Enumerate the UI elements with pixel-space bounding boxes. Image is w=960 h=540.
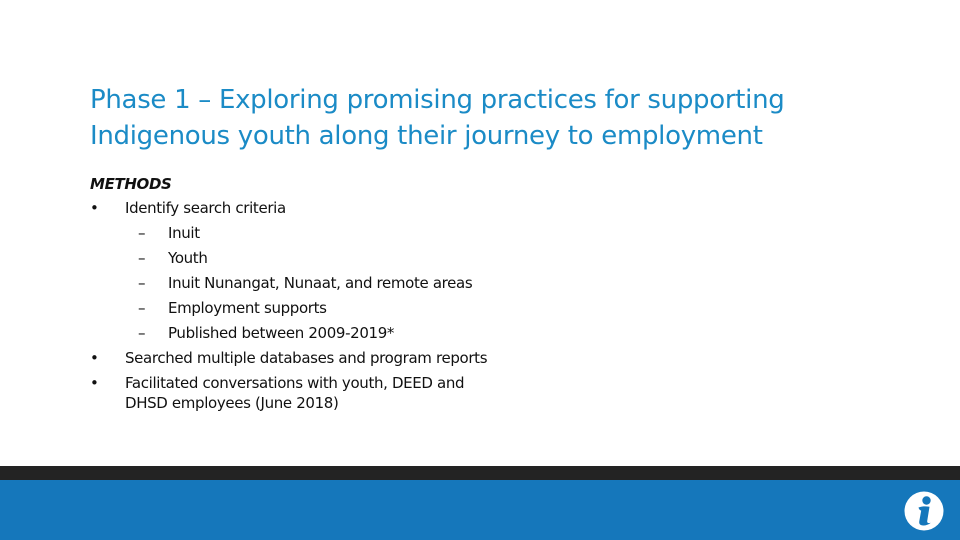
- slide-title: Phase 1 – Exploring promising practices for supporting Indigenous youth along their journey to employment: [90, 85, 785, 151]
- dash-marker: –: [138, 224, 146, 242]
- sub-bullet-text: Published between 2009-2019*: [168, 324, 395, 342]
- sub-bullet-text: Inuit: [168, 224, 200, 242]
- bullet-marker: •: [90, 349, 99, 367]
- bullet-marker: •: [90, 374, 99, 392]
- bullet-item: [90, 348, 510, 368]
- sub-bullet-text: Inuit Nunangat, Nunaat, and remote areas: [168, 274, 473, 292]
- bullet-text: Identify search criteria: [125, 199, 286, 217]
- dash-marker: –: [138, 299, 146, 317]
- sub-bullet-item: [90, 298, 510, 318]
- methods-list: [90, 198, 510, 413]
- sub-bullet-text: Employment supports: [168, 299, 327, 317]
- info-i-icon: [903, 490, 945, 532]
- sub-bullet-item: [90, 248, 510, 268]
- bullet-text: Searched multiple databases and program reports: [125, 349, 488, 367]
- bullet-text: Facilitated conversations with youth, DEED and DHSD employees (June 2018): [125, 374, 465, 412]
- bullet-item: [90, 373, 510, 413]
- dash-marker: –: [138, 274, 146, 292]
- methods-heading: METHODS: [90, 175, 172, 193]
- footer-dark-band: [0, 466, 960, 480]
- search-criteria-list: [90, 223, 510, 343]
- bullet-marker: •: [90, 199, 99, 217]
- footer-blue-band: [0, 480, 960, 540]
- dash-marker: –: [138, 249, 146, 267]
- sub-bullet-item: [90, 323, 510, 343]
- sub-bullet-item: [90, 273, 510, 293]
- dash-marker: –: [138, 324, 146, 342]
- sub-bullet-text: Youth: [168, 249, 208, 267]
- slide-content: [90, 173, 510, 418]
- bullet-item: [90, 198, 510, 343]
- sub-bullet-item: [90, 223, 510, 243]
